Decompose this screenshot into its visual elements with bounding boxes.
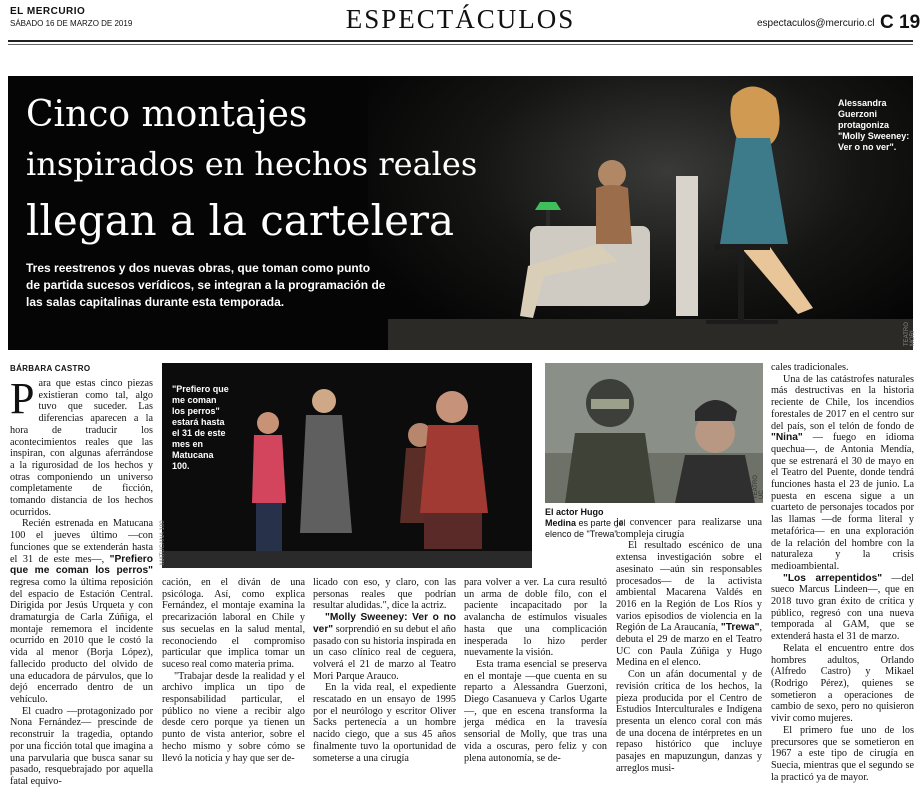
hero-photo-credit: TEATRO MORI [904, 322, 916, 346]
paragraph: "Trabajar desde la realidad y el archivo implica un tipo de responsabilidad particular, el público no viene a recibir algo desde cero porque ya tienen un punto de vista anterior, sobre el hecho mismo y sobre cómo se llevó la noticia y hay que ser de- [162, 670, 305, 764]
hero-photo-caption: Alessandra Guerzoni protagoniza "Molly Sweeney: Ver o no ver". [838, 98, 910, 152]
paragraph: — fuego en idioma quechua—, de Antonia Mendía, que se estrenará el 30 de mayo en el Teatro del Puente, donde tendrá funciones hasta el 23 de junio. La puesta en escena sigue a un cuarteto de personajes tocados por las llamas —de forma literal y metafórica— en una exploración de la relación del hombre con la naturaleza y la crisis medioambiental. [771, 432, 914, 572]
paragraph: Recién estrenada en Matucana 100 el jueves último —con funciones que se extenderán hasta el 31 de este mes—, [10, 518, 153, 565]
article-column-3 [313, 577, 456, 764]
trewa-photo [545, 363, 763, 503]
author-byline: BÁRBARA CASTRO [10, 364, 91, 373]
article-column-5 [616, 517, 762, 774]
paragraph: sorprendió en su debut el año pasado con su historia inspirada en un caso clínico real de ceguera, volverá el 21 de marzo al Teatro Mori Parque Arauco. [313, 623, 456, 682]
article-column-1 [10, 374, 153, 788]
play-title: "Los arrepentidos" [783, 572, 883, 584]
paragraph: El resultado escénico de una extensa investigación sobre el asesinato —aún sin responsables procesados— de la activista ambiental Macarena Valdés en 2016 en la Región de Los Ríos y varios episodios de violencia en la Región de La Araucanía, [616, 540, 762, 634]
issue-date: SÁBADO 16 DE MARZO DE 2019 [10, 19, 133, 28]
play-title: "Trewa" [720, 622, 760, 634]
page-number: C 19 [880, 12, 921, 33]
play-title: "Nina" [771, 432, 803, 444]
photo-credit: TEATRO UC [753, 475, 765, 499]
headline-subtitle: Tres reestrenos y dos nuevas obras, que toman como punto de partida sucesos verídicos, se integran a la programación de las salas capitalinas durante esta temporada. [26, 261, 386, 309]
article-column-6 [771, 362, 914, 783]
publication-name: EL MERCURIO [10, 6, 86, 17]
paragraph: Una de las catástrofes naturales más destructivas en la historia reciente de Chile, los incendios forestales de 2017 en el centro sur del país, son el telón de fondo de [771, 373, 914, 432]
paragraph: El cuadro —protagonizado por Nona Fernández— prescinde de reconstruir la tragedia, optando por una ficción total que imagina a una parvularia que busca sanar su pasado, resquebrajado por aquella fatal equivo- [10, 705, 153, 787]
paragraph: , debuta el 29 de marzo en el Teatro UC con Paula Zúñiga y Hugo Medina en el elenco. [616, 622, 762, 669]
drop-cap: P [10, 374, 35, 423]
header-divider-thin [8, 44, 913, 45]
article-column-2 [162, 577, 305, 764]
paragraph: regresa como la última reposición del espacio de Estación Central. Dirigida por Jesús Urqueta y con dramaturgia de Carla Zúñiga, el montaje rememora el incidente ocurrido en 2010 que le costó la vida al menor (Borja López), fallecido producto del olvido de una educadora de párvulos, que lo dejó encerrado dentro de un vehículo. [10, 576, 153, 705]
paragraph: para volver a ver. La cura resultó un arma de doble filo, con el paciente incapacitado por la avalancha de estímulos visuales hasta que una complicación inesperada lo hizo perder nuevamente la visión. [464, 577, 607, 659]
paragraph: El primero fue uno de los precursores que se sometieron en 1967 a este tipo de cirugía en Suecia, mientras que el segundo se la practicó ya de mayor. [771, 724, 914, 783]
paragraph: ara que estas cinco piezas existieran como tal, algo tuvo que suceder. Las diferencias aparecen a la hora de traducir los acontecimientos reales que las inspiran, con algunas aferrándose a la rigurosidad de los hechos y otras componiendo un universo completamente de ficción, tomando distancia de los hechos ocurridos. [10, 378, 153, 518]
paragraph: —del sueco Marcus Lindeen—, que en 2018 tuvo gran éxito de crítica y público, regresó con una nueva temporada al GAM, que se extenderá hasta el 31 de marzo. [771, 572, 914, 643]
headline-line-2: inspirados en hechos reales [26, 145, 478, 183]
paragraph: ja convencer para realizarse una compleja cirugía [616, 517, 762, 540]
caption-text: es parte del elenco de "Trewa". [545, 518, 626, 539]
play-title: "Molly Sweeney: Ver o no ver" [313, 612, 456, 635]
header-divider [8, 40, 913, 42]
paragraph: cales tradicionales. [771, 362, 849, 373]
headline-line-1: Cinco montajes [26, 94, 308, 135]
hero-photo [8, 76, 916, 350]
paragraph: Esta trama esencial se preserva en el montaje —que cuenta en su reparto a Alessandra Guerzoni, Diego Casanueva y Carlos Ugarte—, que en escena transforma la jerga médica en la travesía sensorial de Molly, que tras una vida a oscuras, pero feliz y con plena autonomía, se de- [464, 658, 607, 764]
section-email[interactable]: espectaculos@mercurio.cl [757, 18, 875, 29]
paragraph: En la vida real, el expediente rescatado en un ensayo de 1995 por el neurólogo y escritor Oliver Sacks pertenecía a un hombre nacido ciego, que a sus 45 años finalmente tuvo la oportunidad de someterse a una cirugía [313, 682, 456, 764]
section-title: ESPECTÁCULOS [345, 4, 576, 34]
paragraph: Relata el encuentro entre dos hombres adultos, Orlando (Alfredo Castro) y Mikael (Rodrigo Pérez), quienes se sometieron a operaciones de cambio de sexo, pero no quisieron vivir como mujeres. [771, 642, 914, 725]
matucana-photo-caption: "Prefiero que me coman los perros" estará hasta el 31 de este mes en Matucana 100. [172, 384, 229, 471]
caption-actor-name: El actor Hugo Medina [545, 507, 604, 528]
paragraph: licado con eso, y claro, con las personas reales que podrían resultar aludidas.", dice la actriz. [313, 577, 456, 612]
article-column-4 [464, 577, 607, 764]
headline-line-3: llegan a la cartelera [26, 196, 455, 245]
photo-credit: MATUCANA 100 [160, 520, 166, 565]
actors-illustration [545, 363, 763, 503]
play-title: "Prefiero que me coman los perros" [10, 553, 153, 577]
paragraph: cación, en el diván de una psicóloga. Así, como explica Fernández, el montaje examina la precarización laboral en Chile y sus secuelas en la salud mental, reconociendo el compromiso particular que implica tomar un suceso real como materia prima. [162, 577, 305, 670]
paragraph: Con un afán documental y de revisión crítica de los hechos, la pieza producida por el Centro de Estudios Interculturales e Indígena presenta un elenco coral con más de una docena de intérpretes en un repaso histórico que incluye pasajes en mapuzungun, danzas y arreglos musi- [616, 669, 762, 774]
